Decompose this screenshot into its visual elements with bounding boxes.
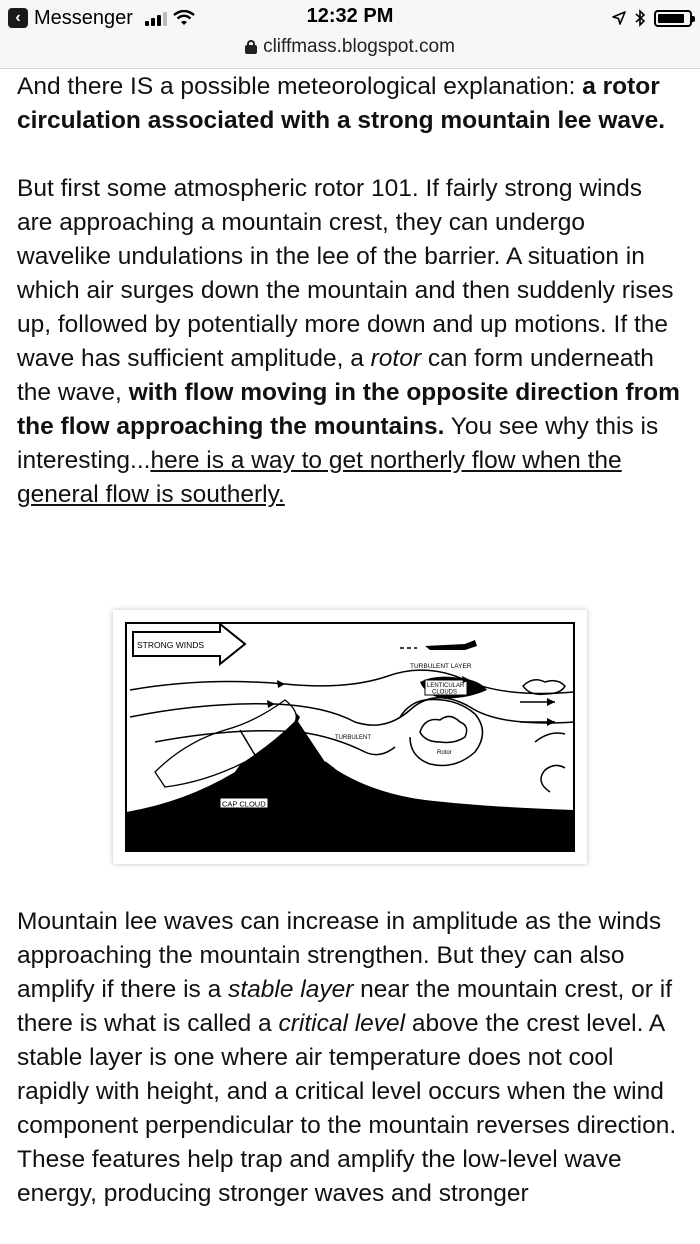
label-rotor: Rotor xyxy=(437,750,452,756)
browser-top-bar xyxy=(0,0,700,69)
paragraph-3-text-c: above the crest level. A stable layer is one where air temperature does not cool rapidly with height, and a critical level occurs when the wind component perpendicular to the mountain reverses direction. These features help trap and amplify the low-level wave energy, producing stronger waves and stronger xyxy=(17,1010,677,1207)
northerly-flow-link[interactable]: here is a way to get northerly flow when the general flow is southerly. xyxy=(17,447,622,508)
label-turbulent: TURBULENT xyxy=(335,735,372,741)
paragraph-3 xyxy=(17,905,683,1211)
rotor-diagram-figure xyxy=(113,610,587,864)
paragraph-3-text-b: near the mountain crest, or if there is what is called a xyxy=(17,976,673,1037)
rotor-diagram xyxy=(125,622,575,852)
paragraph-3-italic-1: stable layer xyxy=(228,976,354,1003)
paragraph-3-italic-2: critical level xyxy=(278,1010,406,1037)
paragraph-1-text: And there IS a possible meteorological explanation: xyxy=(17,73,583,100)
paragraph-1 xyxy=(17,70,683,138)
label-cap-cloud: CAP CLOUD xyxy=(222,799,266,809)
paragraph-2-text-a: But first some atmospheric rotor 101. If fairly strong winds are approaching a mountain crest, they can undergo wavelike undulations in the lee of the barrier. A situation in which air surges down the mountain and then suddenly rises up, followed by potentially more down and up motions. If the wave has sufficient amplitude, a xyxy=(17,175,674,372)
paragraph-3-text-a: Mountain lee waves can increase in amplitude as the winds approaching the mountain strengthen. But they can also amplify if there is a xyxy=(17,908,662,1003)
back-arrow-icon[interactable]: ‹ xyxy=(8,8,28,28)
back-app-label[interactable]: Messenger xyxy=(34,6,133,29)
url-domain[interactable]: cliffmass.blogspot.com xyxy=(263,36,455,57)
paragraph-2-text-b: can form underneath the wave, xyxy=(17,345,654,406)
paragraph-2-text-c: You see why this is interesting... xyxy=(17,413,659,474)
label-clouds: CLOUDS xyxy=(432,689,458,696)
article-body xyxy=(17,70,683,512)
paragraph-2-bold: with flow moving in the opposite direction from the flow approaching the mountains. xyxy=(17,379,680,440)
url-bar[interactable] xyxy=(0,33,700,61)
article-body-lower xyxy=(17,905,683,1211)
paragraph-1-bold: a rotor circulation associated with a strong mountain lee wave. xyxy=(17,73,666,134)
lock-icon xyxy=(245,40,257,54)
location-arrow-icon xyxy=(612,11,626,25)
status-time: 12:32 PM xyxy=(306,5,394,27)
label-lenticular: LENTICULAR xyxy=(427,683,465,689)
label-strong-winds: STRONG WINDS xyxy=(137,640,205,650)
label-turbulent-layer: TURBULENT LAYER xyxy=(410,663,472,670)
bluetooth-icon xyxy=(634,9,646,27)
battery-icon xyxy=(654,10,692,27)
paragraph-2 xyxy=(17,172,683,512)
status-bar-right xyxy=(612,5,692,31)
paragraph-2-italic: rotor xyxy=(370,345,422,372)
